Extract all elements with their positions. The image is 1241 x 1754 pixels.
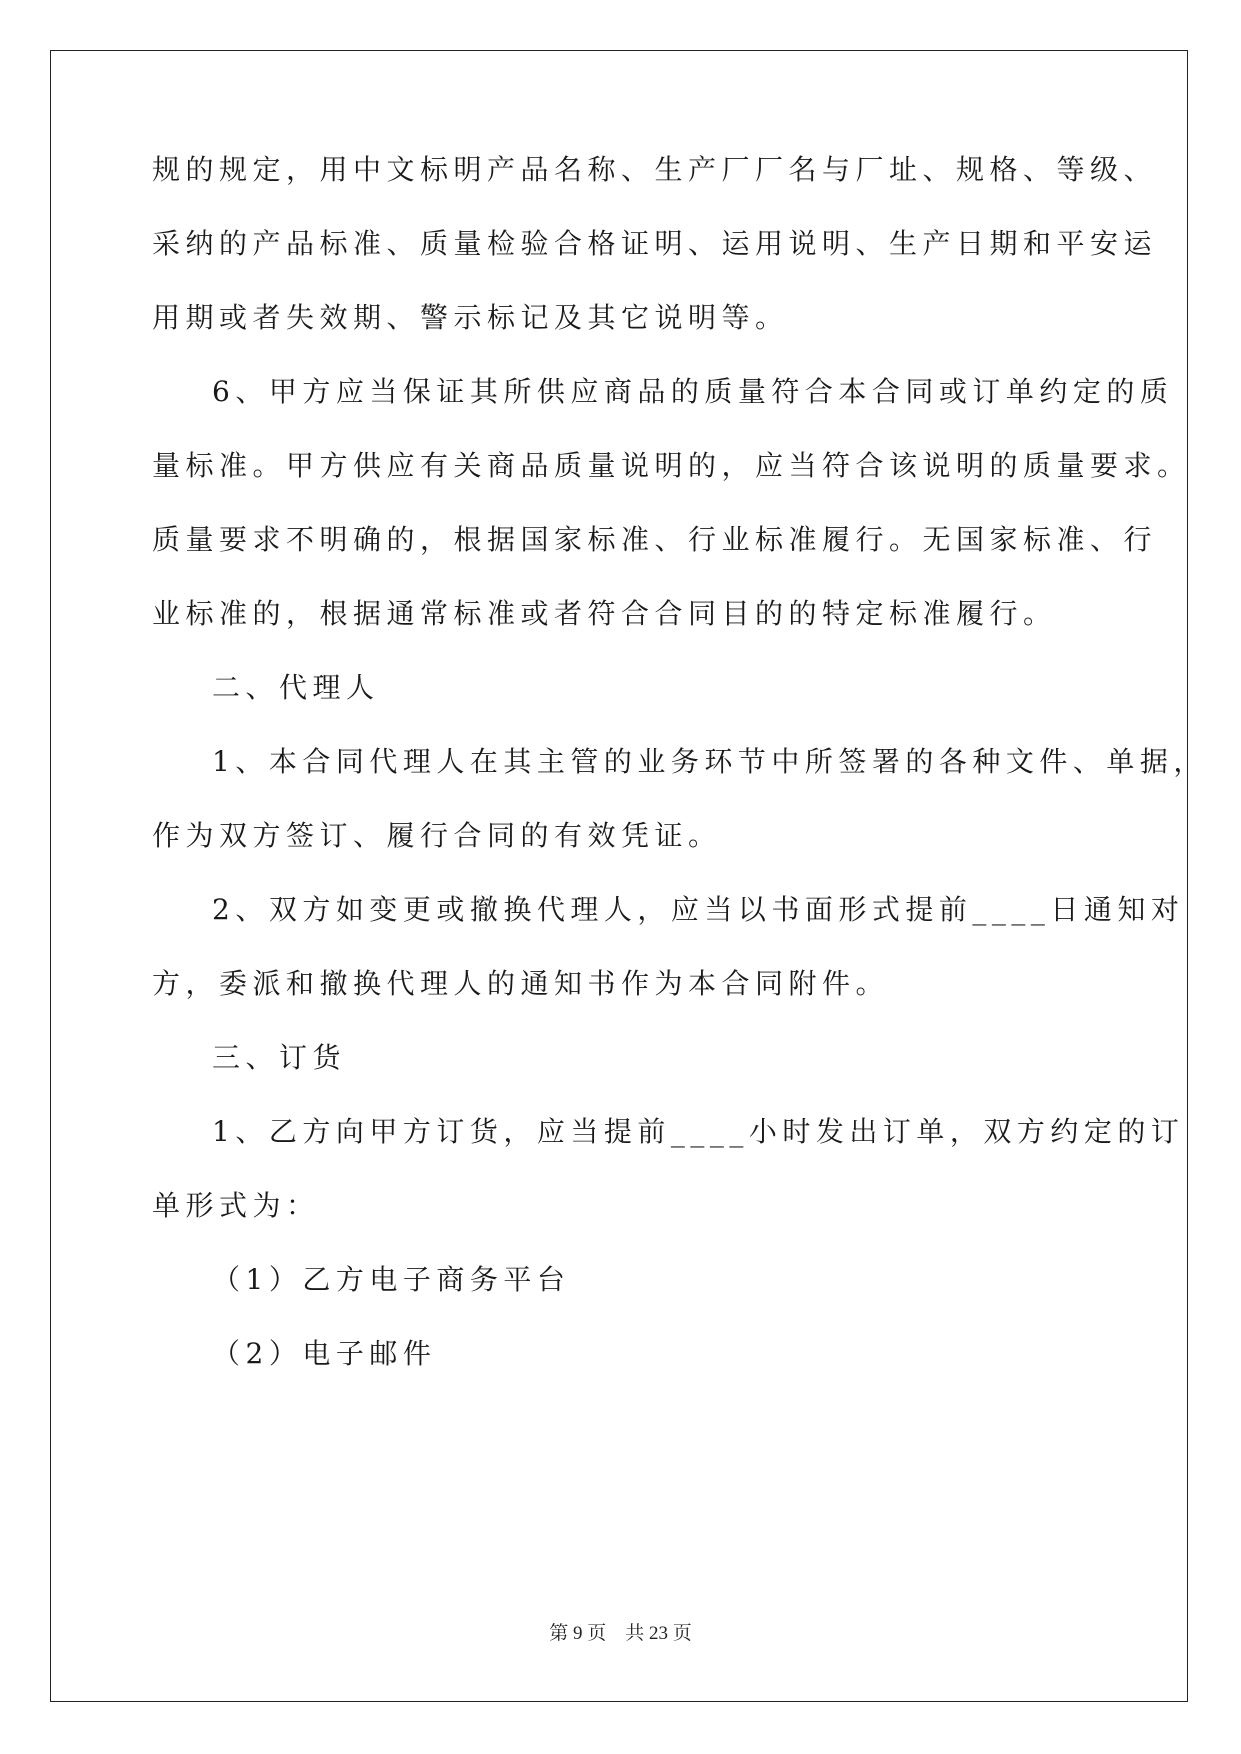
body-line: 业标准的，根据通常标准或者符合合同目的的特定标准履行。 [152,597,1057,630]
body-line: 6、甲方应当保证其所供应商品的质量符合本合同或订单约定的质 [212,375,1174,408]
body-line: 用期或者失效期、警示标记及其它说明等。 [152,301,789,334]
body-line: 量标准。甲方供应有关商品质量说明的，应当符合该说明的质量要求。 [152,449,1191,482]
body-line: 2、双方如变更或撤换代理人，应当以书面形式提前____日通知对 [212,893,1185,926]
body-line: 质量要求不明确的，根据国家标准、行业标准履行。无国家标准、行 [152,523,1158,556]
body-line: 1、本合同代理人在其主管的业务环节中所签署的各种文件、单据， [212,745,1207,778]
section-heading: 二、代理人 [212,671,380,704]
page-footer [0,1622,1241,1646]
list-item: （2）电子邮件 [212,1337,437,1370]
body-line: 方，委派和撤换代理人的通知书作为本合同附件。 [152,967,890,1000]
page-number-label: 第 9 页 共 23 页 [549,1623,692,1644]
body-line: 1、乙方向甲方订货，应当提前____小时发出订单，双方约定的订 [212,1115,1185,1148]
list-item: （1）乙方电子商务平台 [212,1263,571,1296]
body-line: 采纳的产品标准、质量检验合格证明、运用说明、生产日期和平安运 [152,227,1158,260]
body-line: 作为双方签订、履行合同的有效凭证。 [152,819,722,852]
body-line: 单形式为： [152,1189,320,1222]
section-heading: 三、订货 [212,1041,347,1074]
body-line: 规的规定，用中文标明产品名称、生产厂厂名与厂址、规格、等级、 [152,153,1158,186]
